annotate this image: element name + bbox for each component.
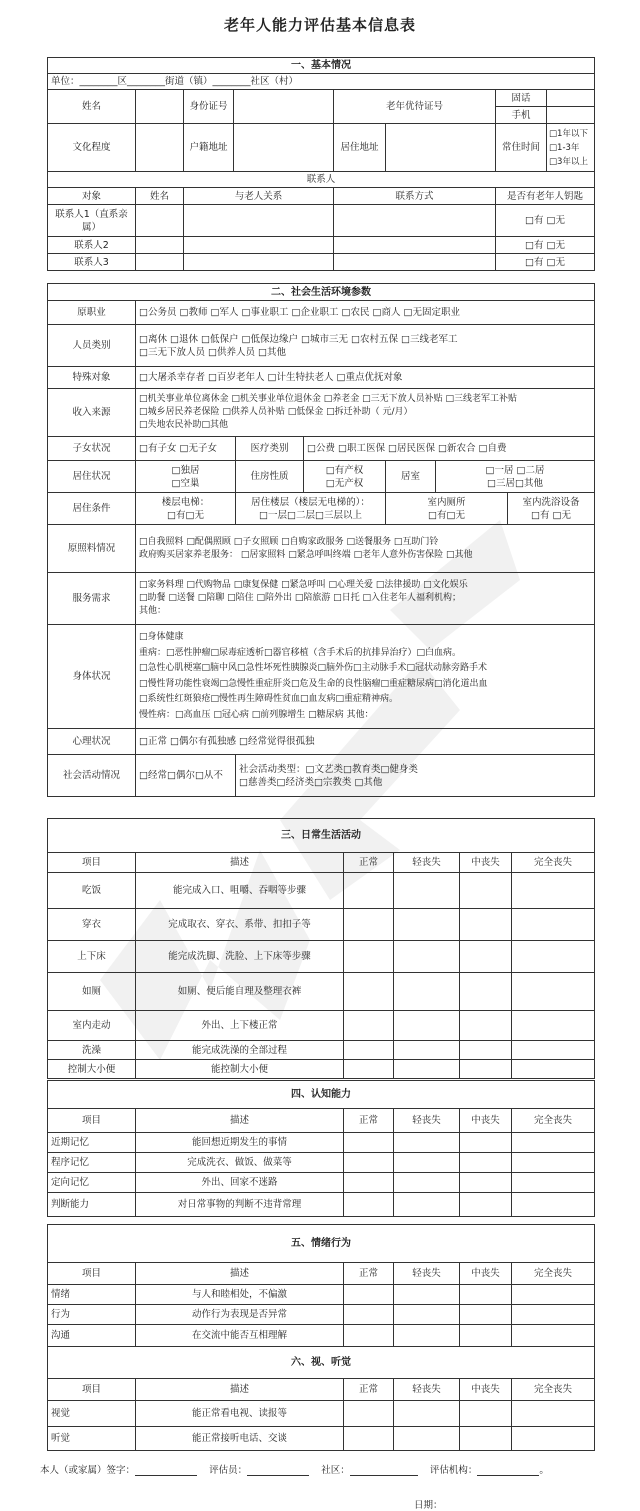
cell-total[interactable] (512, 1153, 595, 1173)
cell-normal[interactable] (344, 1193, 394, 1217)
mental-options[interactable]: □正常 □偶尔有孤独感 □经常觉得很孤独 (136, 729, 595, 755)
section5-header: 五、情绪行为 (48, 1225, 595, 1263)
cell-total[interactable] (512, 1427, 595, 1451)
contact-col-key: 是否有老年人钥匙 (496, 188, 595, 205)
section3-header: 三、日常生活活动 (48, 819, 595, 853)
children-label: 子女状况 (48, 437, 136, 461)
social-type-line1[interactable]: 社会活动类型：□文艺类□教育类□健身类 (239, 763, 418, 775)
row-desc: 能控制大小便 (136, 1060, 344, 1079)
category-options[interactable] (136, 325, 595, 367)
residence-opt-2[interactable]: □1-3年 (549, 142, 580, 153)
care-options-line2[interactable]: 政府购买居家养老服务： □居家照料 □紧急呼叫终端 □老年人意外伤害保险 □其他 (139, 549, 473, 560)
col-total: 完全丧失 (512, 1379, 595, 1401)
sign-label: 本人（或家属）签字： (40, 1465, 136, 1476)
cell-total[interactable] (512, 909, 595, 941)
basic-info-table (47, 57, 595, 271)
section4-header: 四、认知能力 (48, 1081, 595, 1109)
elevator-cell[interactable] (136, 493, 236, 525)
need-options-line1[interactable]: □家务料理 □代购物品 □康复保健 □紧急呼叫 □心理关爱 □法律援助 □文化娱乐 (139, 580, 468, 590)
residence-duration-options[interactable] (547, 124, 595, 172)
date-label: 日期： (414, 1500, 443, 1511)
cell-moderate[interactable] (460, 1193, 512, 1217)
education-label: 文化程度 (48, 124, 136, 172)
col-desc: 描述 (136, 1109, 344, 1133)
living-label: 居住状况 (48, 461, 136, 493)
cell-total[interactable] (512, 1305, 595, 1325)
cell-moderate[interactable] (460, 973, 512, 1011)
need-options-line2[interactable]: □助餐 □送餐 □陪聊 □陪住 □陪外出 □陪旅游 □日托 □入住老年人福利机构； (139, 593, 462, 603)
social-environment-table (47, 283, 595, 797)
mobile-label: 手机 (496, 107, 547, 124)
row-desc: 外出、回家不迷路 (136, 1173, 344, 1193)
row-desc: 外出、上下楼正常 (136, 1011, 344, 1041)
social-frequency-options[interactable]: □经常□偶尔□从不 (136, 755, 236, 797)
cell-normal[interactable] (344, 941, 394, 973)
income-options-line3[interactable]: □失地农民补助□其他 (139, 420, 229, 430)
col-mild: 轻丧失 (394, 1109, 460, 1133)
cell-total[interactable] (512, 1011, 595, 1041)
health-opt-chronic[interactable]: 慢性病：□高血压 □冠心病 □前列腺增生 □糖尿病 其他： (139, 709, 374, 720)
col-total: 完全丧失 (512, 1263, 595, 1285)
hukou-field[interactable] (234, 124, 334, 172)
row-desc: 能正常接听电话、交谈 (136, 1427, 344, 1451)
cell-mild[interactable] (394, 1011, 460, 1041)
cell-total[interactable] (512, 1133, 595, 1153)
row-desc: 完成洗衣、做饭、做菜等 (136, 1153, 344, 1173)
row-item: 行为 (48, 1305, 136, 1325)
row-desc: 能完成洗脚、洗脸、上下床等步骤 (136, 941, 344, 973)
col-normal: 正常 (344, 1263, 394, 1285)
row-desc: 能完成入口、咀嚼、吞咽等步骤 (136, 873, 344, 909)
section2-header: 二、社会生活环境参数 (48, 284, 595, 301)
cell-moderate[interactable] (460, 941, 512, 973)
contact2-key-options[interactable]: □有 □无 (496, 237, 595, 254)
medical-label: 医疗类别 (236, 437, 304, 461)
cell-moderate[interactable] (460, 909, 512, 941)
landline-field[interactable] (547, 90, 595, 107)
cell-normal[interactable] (344, 1427, 394, 1451)
contact-col-name: 姓名 (136, 188, 184, 205)
social-type-line2[interactable]: □慈善类□经济类□宗教类 □其他 (239, 776, 383, 788)
col-moderate: 中丧失 (460, 1379, 512, 1401)
cell-normal[interactable] (344, 1305, 394, 1325)
row-item: 穿衣 (48, 909, 136, 941)
cell-mild[interactable] (394, 1173, 460, 1193)
table-row (48, 1153, 595, 1173)
contact2-name-field[interactable] (136, 237, 184, 254)
signature-footer (40, 1462, 620, 1476)
landline-label: 固话 (496, 90, 547, 107)
section6-header: 六、视、听觉 (48, 1347, 595, 1379)
contact1-name-field[interactable] (136, 205, 184, 237)
elevator-options[interactable]: □有□无 (167, 509, 204, 521)
income-label: 收入来源 (48, 389, 136, 437)
cell-mild[interactable] (394, 909, 460, 941)
occupation-options[interactable]: □公务员 □教师 □军人 □事业职工 □企业职工 □农民 □商人 □无固定职业 (136, 301, 595, 325)
col-moderate: 中丧失 (460, 1109, 512, 1133)
row-item: 室内走动 (48, 1011, 136, 1041)
name-field[interactable] (136, 90, 184, 124)
cell-normal[interactable] (344, 1153, 394, 1173)
cell-total[interactable] (512, 1060, 595, 1079)
income-options-line1[interactable]: □机关事业单位离休金 □机关事业单位退休金 □养老金 □三无下放人员补贴 □三线老军工补贴 (139, 394, 517, 404)
special-options[interactable]: □大屠杀幸存者 □百岁老年人 □计生特扶老人 □重点优抚对象 (136, 367, 595, 389)
name-label: 姓名 (48, 90, 136, 124)
contacts-header: 联系人 (48, 172, 595, 188)
cell-moderate[interactable] (460, 1011, 512, 1041)
social-type-options[interactable] (236, 755, 595, 797)
children-options[interactable]: □有子女 □无子女 (136, 437, 236, 461)
residence-label: 居住地址 (334, 124, 386, 172)
toilet-label: 室内厕所 (427, 496, 466, 508)
social-label: 社会活动情况 (48, 755, 136, 797)
row-item: 上下床 (48, 941, 136, 973)
cell-normal[interactable] (344, 1011, 394, 1041)
cell-mild[interactable] (394, 1325, 460, 1347)
contact1-phone-field[interactable] (334, 205, 496, 237)
cell-moderate[interactable] (460, 1325, 512, 1347)
contact2-relation-field[interactable] (184, 237, 334, 254)
cell-mild[interactable] (394, 1153, 460, 1173)
row-item: 判断能力 (48, 1193, 136, 1217)
cell-mild[interactable] (394, 1285, 460, 1305)
cell-normal[interactable] (344, 1325, 394, 1347)
health-opt-healthy[interactable]: □身体健康 (139, 632, 184, 642)
table-row (48, 1133, 595, 1153)
contact2-label: 联系人2 (48, 237, 136, 254)
row-item: 近期记忆 (48, 1133, 136, 1153)
floor-label: 居住楼层（楼层无电梯的）： (251, 496, 370, 508)
cell-mild[interactable] (394, 873, 460, 909)
floor-options[interactable]: □一层□二层□三层以上 (259, 509, 362, 521)
row-desc: 对日常事物的判断不违背常理 (136, 1193, 344, 1217)
end-mark: 。 (539, 1465, 549, 1476)
cell-total[interactable] (512, 1325, 595, 1347)
col-moderate: 中丧失 (460, 853, 512, 873)
table-row (48, 973, 595, 1011)
row-item: 视觉 (48, 1401, 136, 1427)
education-field[interactable] (136, 124, 184, 172)
mental-label: 心理状况 (48, 729, 136, 755)
need-options[interactable] (136, 573, 595, 625)
cell-normal[interactable] (344, 973, 394, 1011)
need-label: 服务需求 (48, 573, 136, 625)
income-options-line2[interactable]: □城乡居民养老保险 □供养人员补贴 □低保金 □拆迁补助（ 元/月） (139, 407, 413, 417)
contact-col-object: 对象 (48, 188, 136, 205)
floor-cell[interactable] (236, 493, 386, 525)
id-card-field[interactable] (234, 90, 334, 124)
row-item: 定向记忆 (48, 1173, 136, 1193)
col-mild: 轻丧失 (394, 853, 460, 873)
table-row (48, 1401, 595, 1427)
room-options[interactable] (436, 461, 595, 493)
col-normal: 正常 (344, 1109, 394, 1133)
row-item: 洗澡 (48, 1041, 136, 1060)
room-opt-line1[interactable]: □一居 □二居 (485, 464, 545, 476)
bath-cell[interactable] (508, 493, 595, 525)
cell-normal[interactable] (344, 1285, 394, 1305)
care-label: 原照料情况 (48, 525, 136, 573)
table-row (48, 909, 595, 941)
cell-total[interactable] (512, 941, 595, 973)
emotion-behavior-table (47, 1224, 595, 1347)
cell-total[interactable] (512, 1401, 595, 1427)
living-opt-empty-nest[interactable]: □空巢 (171, 477, 200, 489)
category-label: 人员类别 (48, 325, 136, 367)
table-row (48, 941, 595, 973)
cell-normal[interactable] (344, 1173, 394, 1193)
col-item: 项目 (48, 1109, 136, 1133)
cell-normal[interactable] (344, 1133, 394, 1153)
care-options-line1[interactable]: □自我照料 □配偶照顾 □子女照顾 □自购家政服务 □送餐服务 □互助门铃 (139, 536, 439, 547)
cell-total[interactable] (512, 1193, 595, 1217)
daily-activities-table (47, 818, 595, 1079)
income-options[interactable] (136, 389, 595, 437)
bath-label: 室内洗浴设备 (522, 496, 580, 508)
row-item: 情绪 (48, 1285, 136, 1305)
cell-normal[interactable] (344, 1401, 394, 1427)
table-row (48, 1173, 595, 1193)
residence-opt-1[interactable]: □1年以下 (549, 128, 588, 139)
health-opt-serious-2[interactable]: □急性心肌梗塞□脑中风□急性坏死性胰腺炎□脑外伤□主动脉手术□冠状动脉旁路手术 (139, 663, 488, 673)
row-desc: 动作行为表现是否异常 (136, 1305, 344, 1325)
cell-moderate[interactable] (460, 1285, 512, 1305)
table-row (48, 1011, 595, 1041)
col-total: 完全丧失 (512, 1109, 595, 1133)
toilet-options[interactable]: □有□无 (428, 509, 465, 521)
col-mild: 轻丧失 (394, 1379, 460, 1401)
medical-options[interactable]: □公费 □职工医保 □居民医保 □新农合 □自费 (304, 437, 595, 461)
col-item: 项目 (48, 1379, 136, 1401)
col-normal: 正常 (344, 1379, 394, 1401)
conditions-label: 居住条件 (48, 493, 136, 525)
row-desc: 在交流中能否互相理解 (136, 1325, 344, 1347)
col-mild: 轻丧失 (394, 1263, 460, 1285)
cell-total[interactable] (512, 973, 595, 1011)
special-label: 特殊对象 (48, 367, 136, 389)
health-opt-serious-1[interactable]: 重病：□恶性肿瘤□尿毒症透析□器官移植（含手术后的抗排异治疗）□白血病。 (139, 647, 462, 658)
contact3-name-field[interactable] (136, 254, 184, 271)
row-item: 程序记忆 (48, 1153, 136, 1173)
sign-field[interactable] (135, 1475, 197, 1476)
row-item: 如厕 (48, 973, 136, 1011)
living-opt-alone[interactable]: □独居 (171, 464, 200, 476)
assessor-field[interactable] (247, 1475, 309, 1476)
col-desc: 描述 (136, 1263, 344, 1285)
bath-options[interactable]: □有 □无 (531, 509, 571, 521)
section1-header: 一、基本情况 (48, 58, 595, 74)
residence-opt-3[interactable]: □3年以上 (549, 156, 588, 167)
row-desc: 如厕、便后能自理及整理衣裤 (136, 973, 344, 1011)
elevator-label: 楼层电梯： (161, 496, 210, 508)
row-desc: 与人和睦相处，不偏激 (136, 1285, 344, 1305)
housing-opt-not-owned[interactable]: □无产权 (325, 477, 364, 489)
cell-normal[interactable] (344, 1060, 394, 1079)
cell-normal[interactable] (344, 1041, 394, 1060)
housing-options[interactable] (304, 461, 386, 493)
contact3-key-options[interactable]: □有 □无 (496, 254, 595, 271)
category-options-line2[interactable]: □三无下放人员 □供养人员 □其他 (139, 346, 286, 358)
cell-moderate[interactable] (460, 1153, 512, 1173)
page-title: 老年人能力评估基本信息表 (223, 16, 416, 34)
cell-total[interactable] (512, 1285, 595, 1305)
toilet-cell[interactable] (386, 493, 508, 525)
cell-moderate[interactable] (460, 1133, 512, 1153)
occupation-label: 原职业 (48, 301, 136, 325)
cognitive-table (47, 1080, 595, 1217)
community-label: 社区： (321, 1465, 350, 1476)
table-row (48, 1427, 595, 1451)
row-item: 听觉 (48, 1427, 136, 1451)
housing-label: 住房性质 (236, 461, 304, 493)
col-moderate: 中丧失 (460, 1263, 512, 1285)
col-desc: 描述 (136, 853, 344, 873)
health-opt-serious-4[interactable]: □系统性红斑狼疮□慢性再生障碍性贫血□血友病□重症精神病。 (139, 694, 399, 704)
cell-mild[interactable] (394, 973, 460, 1011)
cell-moderate[interactable] (460, 1041, 512, 1060)
col-total: 完全丧失 (512, 853, 595, 873)
cell-normal[interactable] (344, 909, 394, 941)
housing-opt-owned[interactable]: □有产权 (325, 464, 364, 476)
cell-moderate[interactable] (460, 1060, 512, 1079)
col-normal: 正常 (344, 853, 394, 873)
cell-moderate[interactable] (460, 1427, 512, 1451)
contact-col-phone: 联系方式 (334, 188, 496, 205)
col-item: 项目 (48, 853, 136, 873)
vision-hearing-table (47, 1346, 595, 1451)
health-opt-serious-3[interactable]: □慢性肾功能性衰竭□急慢性重症肝炎□危及生命的良性脑瘤□重症糖尿病□消化道出血 (139, 678, 488, 689)
living-options[interactable] (136, 461, 236, 493)
cell-mild[interactable] (394, 941, 460, 973)
need-options-line3[interactable]: 其他： (139, 606, 167, 616)
cell-normal[interactable] (344, 873, 394, 909)
table-row (48, 1060, 595, 1079)
cell-mild[interactable] (394, 1193, 460, 1217)
row-desc: 完成取衣、穿衣、系带、扣扣子等 (136, 909, 344, 941)
cell-mild[interactable] (394, 1133, 460, 1153)
row-desc: 能完成洗澡的全部过程 (136, 1041, 344, 1060)
row-item: 沟通 (48, 1325, 136, 1347)
agency-label: 评估机构： (429, 1465, 478, 1476)
table-row (48, 873, 595, 909)
table-row (48, 1305, 595, 1325)
col-item: 项目 (48, 1263, 136, 1285)
row-item: 控制大小便 (48, 1060, 136, 1079)
health-label: 身体状况 (48, 625, 136, 729)
cell-total[interactable] (512, 1041, 595, 1060)
room-label: 居室 (386, 461, 436, 493)
residence-field[interactable] (386, 124, 496, 172)
contact1-label: 联系人1（直系亲属） (48, 205, 136, 237)
cell-mild[interactable] (394, 1041, 460, 1060)
cell-total[interactable] (512, 873, 595, 909)
unit-line[interactable]: 单位：________区________街道（镇）________社区（村） (48, 74, 595, 90)
cell-moderate[interactable] (460, 1401, 512, 1427)
agency-field[interactable] (477, 1475, 539, 1476)
table-row (48, 1285, 595, 1305)
assessor-label: 评估员： (209, 1465, 248, 1476)
care-options[interactable] (136, 525, 595, 573)
cell-mild[interactable] (394, 1401, 460, 1427)
room-opt-line2[interactable]: □三居□其他 (487, 477, 543, 489)
contact-col-relation: 与老人关系 (184, 188, 334, 205)
contact3-relation-field[interactable] (184, 254, 334, 271)
cell-mild[interactable] (394, 1427, 460, 1451)
elder-card-label: 老年优待证号 (334, 90, 496, 124)
table-row (48, 1041, 595, 1060)
community-field[interactable] (350, 1475, 418, 1476)
row-desc: 能回想近期发生的事情 (136, 1133, 344, 1153)
table-row (48, 1325, 595, 1347)
category-options-line1[interactable]: □离休 □退休 □低保户 □低保边缘户 □城市三无 □农村五保 □三线老军工 (139, 333, 458, 345)
contact2-phone-field[interactable] (334, 237, 496, 254)
cell-mild[interactable] (394, 1305, 460, 1325)
cell-moderate[interactable] (460, 1173, 512, 1193)
cell-moderate[interactable] (460, 873, 512, 909)
id-card-label: 身份证号 (184, 90, 234, 124)
col-desc: 描述 (136, 1379, 344, 1401)
health-options[interactable] (136, 625, 595, 729)
row-desc: 能正常看电视、读报等 (136, 1401, 344, 1427)
mobile-field[interactable] (547, 107, 595, 124)
cell-mild[interactable] (394, 1060, 460, 1079)
contact1-relation-field[interactable] (184, 205, 334, 237)
row-item: 吃饭 (48, 873, 136, 909)
contact3-label: 联系人3 (48, 254, 136, 271)
table-row (48, 1193, 595, 1217)
contact3-phone-field[interactable] (334, 254, 496, 271)
contact1-key-options[interactable]: □有 □无 (496, 205, 595, 237)
usual-residence-label: 常住时间 (496, 124, 547, 172)
hukou-label: 户籍地址 (184, 124, 234, 172)
cell-moderate[interactable] (460, 1305, 512, 1325)
cell-total[interactable] (512, 1173, 595, 1193)
